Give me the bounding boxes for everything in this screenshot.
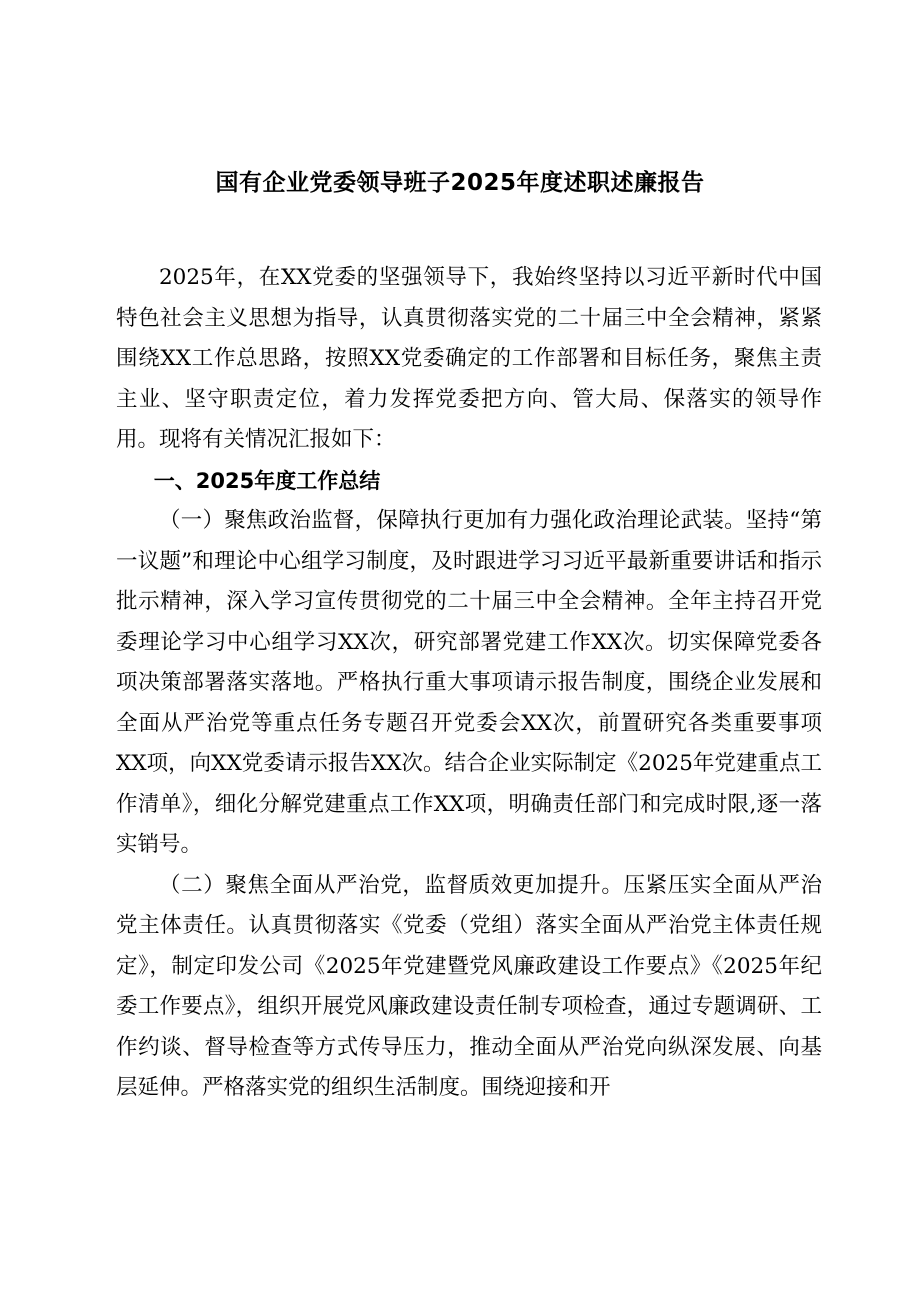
- paragraph-strict-party-governance: （二）聚焦全面从严治党，监督质效更加提升。压紧压实全面从严治党主体责任。认真贯彻落实《党委（党组）落实全面从严治党主体责任规定》，制定印发公司《2025年党建暨党风廉政建设工作要点》《2025年纪委工作要点》，组织开展党风廉政建设责任制专项检查，通过专题调研、工作约谈、督导检查等方式传导压力，推动全面从严治党向纵深发展、向基层延伸。严格落实党的组织生活制度。围绕迎接和开: [116, 872, 822, 1100]
- document-title: 国有企业党委领导班子2025年度述职述廉报告: [215, 170, 705, 196]
- intro-paragraph: 2025年，在XX党委的坚强领导下，我始终坚持以习近平新时代中国特色社会主义思想为指导，认真贯彻落实党的二十届三中全会精神，紧紧围绕XX工作总思路，按照XX党委确定的工作部署和目标任务，聚焦主责主业、坚守职责定位，着力发挥党委把方向、管大局、保落实的领导作用。现将有关情况汇报如下：: [116, 265, 822, 452]
- section-heading-work-summary: 一、2025年度工作总结: [153, 468, 381, 493]
- document-body: [116, 258, 822, 1109]
- paragraph-political-supervision: （一）聚焦政治监督，保障执行更加有力强化政治理论武装。坚持“第一议题”和理论中心组学习制度，及时跟进学习习近平最新重要讲话和指示批示精神，深入学习宣传贯彻党的二十届三中全会精神。全年主持召开党委理论学习中心组学习XX次，研究部署党建工作XX次。切实保障党委各项决策部署落实落地。严格执行重大事项请示报告制度，围绕企业发展和全面从严治党等重点任务专题召开党委会XX次，前置研究各类重要事项XX项，向XX党委请示报告XX次。结合企业实际制定《2025年党建重点工作清单》，细化分解党建重点工作XX项，明确责任部门和完成时限,逐一落实销号。: [116, 508, 822, 857]
